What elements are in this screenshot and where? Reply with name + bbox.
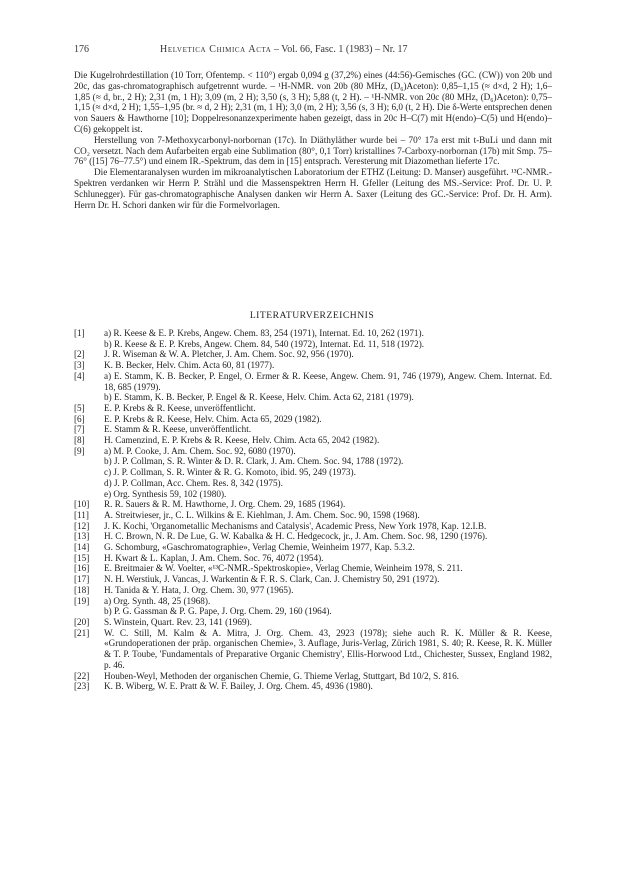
- reference-text: E. P. Krebs & R. Keese, unveröffentlicht.: [104, 402, 256, 413]
- reference-number: [13]: [74, 531, 90, 542]
- reference-text: S. Winstein, Quart. Rev. 23, 141 (1969).: [104, 616, 252, 627]
- reference-item: [74, 510, 552, 521]
- reference-number: [23]: [74, 681, 90, 692]
- reference-text: J. R. Wiseman & W. A. Pletcher, J. Am. Chem. Soc. 92, 956 (1970).: [104, 349, 354, 360]
- reference-text: b) E. Stamm, K. B. Becker, P. Engel & R. Keese, Helv. Chim. Acta 62, 2181 (1979).: [104, 392, 414, 403]
- reference-item: [74, 360, 552, 371]
- experimental-text: [74, 70, 552, 210]
- reference-number: [21]: [74, 627, 90, 638]
- reference-text: Houben-Weyl, Methoden der organischen Chemie, G. Thieme Verlag, Stuttgart, Bd 10/2, S. 816.: [104, 670, 459, 681]
- reference-text: c) J. P. Collman, S. R. Winter & R. G. Komoto, ibid. 95, 249 (1973).: [104, 467, 356, 478]
- reference-item: [74, 414, 552, 425]
- reference-item: [74, 553, 552, 564]
- reference-number: [9]: [74, 445, 85, 456]
- reference-number: [10]: [74, 499, 90, 510]
- reference-number: [12]: [74, 520, 90, 531]
- running-header: [74, 44, 552, 58]
- reference-item: [74, 489, 552, 500]
- reference-number: [8]: [74, 435, 85, 446]
- reference-number: [2]: [74, 349, 85, 360]
- reference-text: d) J. P. Collman, Acc. Chem. Res. 8, 342 (1975).: [104, 477, 283, 488]
- reference-item: [74, 435, 552, 446]
- reference-item: [74, 628, 552, 671]
- reference-number: [18]: [74, 584, 90, 595]
- reference-text: G. Schomburg, «Gaschromatographie», Verlag Chemie, Weinheim 1977, Kap. 5.3.2.: [104, 542, 415, 553]
- reference-text: N. H. Werstiuk, J. Vancas, J. Warkentin & F. R. S. Clark, Can. J. Chemistry 50, 291 (1972).: [104, 574, 440, 585]
- reference-text: E. Breitmaier & W. Voelter, «¹³C-NMR.-Spektroskopie», Verlag Chemie, Weinheim 1978, S. 211.: [104, 563, 463, 574]
- reference-text: b) J. P. Collman, S. R. Winter & D. R. Clark, J. Am. Chem. Soc. 94, 1788 (1972).: [104, 456, 404, 467]
- reference-number: [1]: [74, 328, 85, 338]
- reference-text: A. Streitwieser, jr., C. L. Wilkins & E. Kiehlman, J. Am. Chem. Soc. 90, 1598 (1968).: [104, 509, 420, 520]
- reference-item: [74, 446, 552, 457]
- reference-number: [17]: [74, 574, 90, 585]
- reference-item: [74, 424, 552, 435]
- paragraph-preparation: Herstellung von 7-Methoxycarbonyl-norbornan (17c). In Diäthyläther wurde bei – 70° 17a erst mit t-BuLi und dann mit CO₂ versetzt. Nach dem Aufarbeiten ergab eine Sublimation (80°, 0,1 Torr) kristallines 7-Carboxy-norbornan (17b) mit Smp. 75–76° ([15] 76–77.5°) und einem IR.-Spektrum, das dem in [15] entsprach. Veresterung mit Diazomethan lieferte 17c.: [74, 134, 552, 167]
- reference-item: [74, 328, 552, 339]
- reference-number: [19]: [74, 595, 90, 606]
- reference-item: [74, 574, 552, 585]
- reference-text: a) Org. Synth. 48, 25 (1968).: [104, 595, 211, 606]
- reference-text: e) Org. Synthesis 59, 102 (1980).: [104, 488, 227, 499]
- reference-item: [74, 563, 552, 574]
- reference-number: [7]: [74, 424, 85, 435]
- reference-number: [6]: [74, 413, 85, 424]
- reference-text: E. Stamm & R. Keese, unveröffentlicht.: [104, 424, 252, 435]
- reference-item: [74, 403, 552, 414]
- reference-item: [74, 681, 552, 692]
- references-heading: LITERATURVERZEICHNIS: [249, 310, 375, 321]
- reference-text: E. P. Krebs & R. Keese, Helv. Chim. Acta 65, 2029 (1982).: [104, 413, 322, 424]
- reference-number: [15]: [74, 552, 90, 563]
- reference-number: [4]: [74, 370, 85, 381]
- reference-text: R. R. Sauers & R. M. Hawthorne, J. Org. Chem. 29, 1685 (1964).: [104, 499, 346, 510]
- reference-item: [74, 596, 552, 607]
- reference-text: b) R. Keese & E. P. Krebs, Angew. Chem. 84, 540 (1972), Internat. Ed. 11, 518 (1972).: [104, 338, 425, 349]
- reference-text: H. C. Brown, N. R. De Lue, G. W. Kabalka & H. C. Hedgecock, jr., J. Am. Chem. Soc. 98, 1290 (1976).: [104, 531, 488, 542]
- reference-item: [74, 606, 552, 617]
- reference-item: [74, 521, 552, 532]
- reference-number: [5]: [74, 402, 85, 413]
- reference-list: [74, 328, 552, 692]
- page-number: 176: [74, 44, 89, 55]
- reference-text: K. B. Wiberg, W. E. Pratt & W. F. Bailey, J. Org. Chem. 45, 4936 (1980).: [104, 681, 373, 692]
- paragraph-distillation: Die Kugelrohrdestillation (10 Torr, Ofentemp. < 110°) ergab 0,094 g (37,2%) eines (44:56)-Gemisches (GC. (CW)) von 20b und 20c, das gas-chromatographisch aufgetrennt wurde. – ¹H-NMR. von 20b (80 MHz, (D₆)Aceton): 0,85–1,15 (≈ d×d, 2 H); 1,6–1,85 (≈ d, br., 2 H); 2,31 (m, 1 H); 3,09 (m, 2 H); 3,50 (s, 3 H); 5,88 (t, 2 H). – ¹H-NMR. von 20c (80 MHz, (D₆)Aceton): 0,75–1,15 (≈ d×d, 2 H); 1,55–1,95 (br. ≈ d, 2 H); 2,31 (m, 1 H); 3,0 (m, 2 H); 3,56 (s, 3 H); 6,0 (t, 2 H). Die δ-Werte entsprechen denen von Sauers & Hawthorne [10]; Doppelresonanzexperimente haben gezeigt, dass in 20c H–C(7) mit H(endo)–C(5) und H(endo)–C(6) gekoppelt ist.: [74, 70, 552, 134]
- reference-item: [74, 499, 552, 510]
- reference-text: a) R. Keese & E. P. Krebs, Angew. Chem. 83, 254 (1971), Internat. Ed. 10, 262 (1971).: [104, 328, 424, 338]
- reference-number: [16]: [74, 563, 90, 574]
- reference-number: [22]: [74, 670, 90, 681]
- journal-name: Helvetica Chimica Acta: [160, 44, 272, 55]
- reference-number: [3]: [74, 360, 85, 371]
- reference-text: W. C. Still, M. Kalm & A. Mitra, J. Org. Chem. 43, 2923 (1978); siehe auch R. K. Müller & R. Keese, «Grundoperationen der präp. organischen Chemie», 3. Auflage, Juris-Verlag, Zürich 1981, S. 40; R. Keese, R. K. Müller & T. P. Toube, 'Fundamentals of Preparative Organic Chemistry', Ellis-Horwood Ltd., Chichester, Sussex, England 1982, p. 46.: [104, 627, 552, 670]
- reference-number: [20]: [74, 616, 90, 627]
- reference-text: a) M. P. Cooke, J. Am. Chem. Soc. 92, 6080 (1970).: [104, 445, 296, 456]
- reference-item: [74, 339, 552, 350]
- reference-text: K. B. Becker, Helv. Chim. Acta 60, 81 (1977).: [104, 360, 275, 371]
- journal-citation: [160, 44, 407, 55]
- reference-text: H. Camenzind, E. P. Krebs & R. Keese, Helv. Chim. Acta 65, 2042 (1982).: [104, 435, 380, 446]
- reference-text: b) P. G. Gassman & P. G. Pape, J. Org. Chem. 29, 160 (1964).: [104, 606, 332, 617]
- reference-item: [74, 585, 552, 596]
- reference-item: [74, 531, 552, 542]
- journal-volume-info: – Vol. 66, Fasc. 1 (1983) – Nr. 17: [271, 44, 408, 55]
- reference-item: [74, 478, 552, 489]
- reference-item: [74, 617, 552, 628]
- reference-text: J. K. Kochi, 'Organometallic Mechanisms and Catalysis', Academic Press, New York 1978, Kap. 12.I.B.: [104, 520, 487, 531]
- reference-text: a) E. Stamm, K. B. Becker, P. Engel, O. Ermer & R. Keese, Angew. Chem. 91, 746 (1979), Angew. Chem. Internat. Ed. 18, 685 (1979).: [104, 370, 552, 392]
- reference-item: [74, 371, 552, 392]
- reference-item: [74, 349, 552, 360]
- paragraph-acknowledgements: Die Elementaranalysen wurden im mikroanalytischen Laboratorium der ETHZ (Leitung: D. Manser) ausgeführt. ¹³C-NMR.-Spektren verdanken wir Herrn P. Strähl und die Massenspektren Herrn H. Gfeller (Leitung des MS.-Service: Prof. Dr. U. P. Schlunegger). Für gas-chromatographische Analysen danken wir Herrn A. Saxer (Leitung des GC.-Service: Prof. Dr. H. Arm). Herrn Dr. H. Schori danken wir für die Formelvorlagen.: [74, 167, 552, 210]
- reference-text: H. Tanida & Y. Hata, J. Org. Chem. 30, 977 (1965).: [104, 584, 294, 595]
- reference-item: [74, 542, 552, 553]
- reference-number: [11]: [74, 509, 89, 520]
- reference-number: [14]: [74, 542, 90, 553]
- reference-item: [74, 392, 552, 403]
- reference-item: [74, 456, 552, 467]
- reference-item: [74, 467, 552, 478]
- reference-item: [74, 671, 552, 682]
- reference-text: H. Kwart & L. Kaplan, J. Am. Chem. Soc. 76, 4072 (1954).: [104, 552, 324, 563]
